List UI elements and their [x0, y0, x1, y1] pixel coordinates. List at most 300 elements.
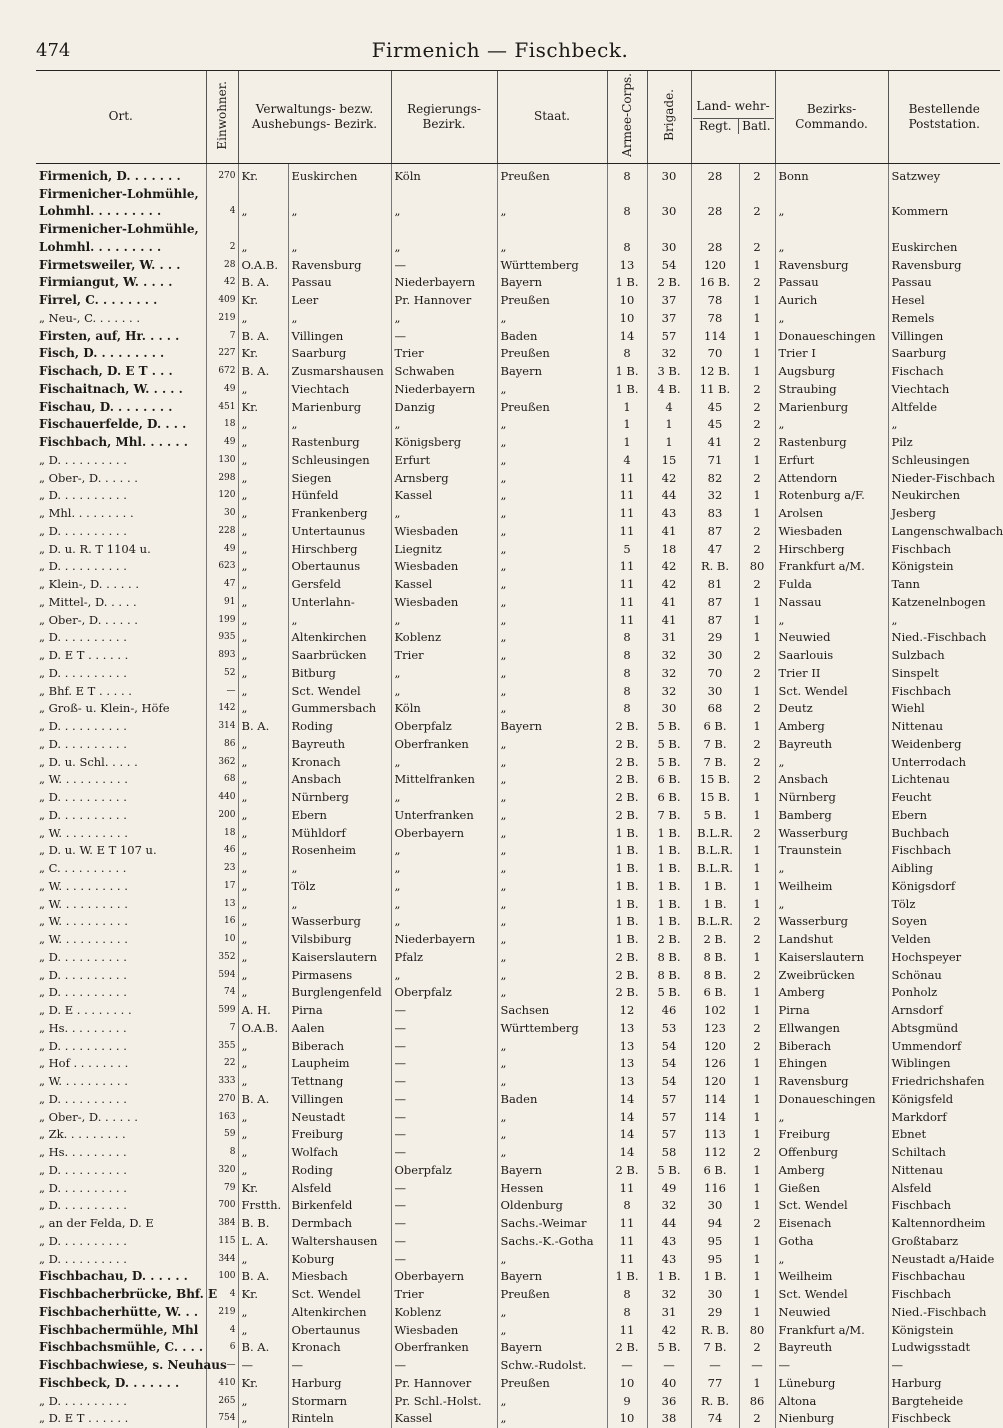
table-row [36, 1002, 1000, 1020]
verwaltung-type-cell: „ [238, 949, 288, 967]
bezirks-cell: Sct. Wendel [775, 683, 888, 701]
brigade-cell: 7 B. [647, 807, 691, 825]
regierung-cell: — [391, 1197, 497, 1215]
verwaltung-bezirk-cell: Rinteln [288, 1410, 391, 1428]
table-row [36, 665, 1000, 683]
einwohner-cell: 314 [206, 718, 238, 736]
verwaltung-bezirk-cell: Rosenheim [288, 842, 391, 860]
table-row [36, 505, 1000, 523]
einwohner-cell: 130 [206, 452, 238, 470]
einwohner-cell: 4 [206, 1286, 238, 1304]
ort-cell: „ D. . . . . . . . . . [39, 488, 127, 503]
bezirks-cell: Attendorn [775, 470, 888, 488]
brigade-cell: 58 [647, 1144, 691, 1162]
regierung-cell: „ [391, 665, 497, 683]
batl-cell: 2 [739, 967, 775, 985]
ort-cell: „ D. E T . . . . . . [39, 648, 129, 663]
regierung-cell: „ [391, 612, 497, 630]
brigade-cell: 1 B. [647, 913, 691, 931]
regt-cell: 8 B. [691, 949, 739, 967]
verwaltung-bezirk-cell: Koburg [288, 1251, 391, 1269]
post-cell: Ludwigsstadt [888, 1339, 1000, 1357]
regt-cell: 87 [691, 594, 739, 612]
regt-cell [691, 186, 739, 204]
verwaltung-type-cell: Kr. [238, 292, 288, 310]
page-title: Firmenich — Fischbeck. [371, 38, 629, 62]
verwaltung-type-cell: Kr. [238, 399, 288, 417]
verwaltung-type-cell: B. A. [238, 1268, 288, 1286]
header-verwaltung: Verwaltungs- bezw. Aushebungs- Bezirk. [238, 71, 391, 164]
brigade-cell: 31 [647, 1304, 691, 1322]
brigade-cell: 43 [647, 505, 691, 523]
verwaltung-bezirk-cell: „ [288, 310, 391, 328]
post-cell: Altfelde [888, 399, 1000, 417]
regierung-cell: — [391, 1055, 497, 1073]
staat-cell: „ [497, 683, 607, 701]
batl-cell: 1 [739, 789, 775, 807]
verwaltung-bezirk-cell: Saarburg [288, 345, 391, 363]
batl-cell: 2 [739, 399, 775, 417]
ort-cell: „ W. . . . . . . . . . [39, 772, 128, 787]
bezirks-cell: Ravensburg [775, 1073, 888, 1091]
regt-cell: 1 B. [691, 878, 739, 896]
regierung-cell: Trier [391, 647, 497, 665]
batl-cell: 2 [739, 163, 775, 185]
verwaltung-bezirk-cell: Euskirchen [288, 163, 391, 185]
brigade-cell: 1 B. [647, 878, 691, 896]
brigade-cell: 54 [647, 1038, 691, 1056]
einwohner-cell: 52 [206, 665, 238, 683]
ort-cell: „ D. . . . . . . . . . [39, 523, 127, 538]
batl-cell: 1 [739, 345, 775, 363]
staat-cell: Bayern [497, 1339, 607, 1357]
ort-cell: „ D. . . . . . . . . . [39, 1251, 127, 1266]
einwohner-cell [206, 221, 238, 239]
regierung-cell: — [391, 1091, 497, 1109]
brigade-cell: 8 B. [647, 949, 691, 967]
einwohner-cell: 4 [206, 1322, 238, 1340]
ort-cell: „ Bhf. E T . . . . . [39, 683, 132, 698]
regt-cell: 114 [691, 328, 739, 346]
staat-cell: „ [497, 931, 607, 949]
regt-cell: B.L.R. [691, 825, 739, 843]
einwohner-cell: 7 [206, 328, 238, 346]
regierung-cell: Kassel [391, 1410, 497, 1428]
ort-cell: Firmiangut, W. . . . . [39, 275, 173, 290]
table-row [36, 1233, 1000, 1251]
table-row [36, 416, 1000, 434]
post-cell: Villingen [888, 328, 1000, 346]
post-cell: Kaltennordheim [888, 1215, 1000, 1233]
armee-cell: 1 B. [607, 381, 647, 399]
table-row [36, 1162, 1000, 1180]
armee-cell: 13 [607, 1055, 647, 1073]
verwaltung-type-cell: O.A.B. [238, 257, 288, 275]
post-cell: Harburg [888, 1375, 1000, 1393]
verwaltung-type-cell: „ [238, 1304, 288, 1322]
staat-cell: „ [497, 736, 607, 754]
staat-cell: „ [497, 1251, 607, 1269]
armee-cell [607, 221, 647, 239]
brigade-cell: 54 [647, 257, 691, 275]
post-cell: Nieder-Fischbach [888, 470, 1000, 488]
brigade-cell: 30 [647, 239, 691, 257]
armee-cell: 10 [607, 1375, 647, 1393]
einwohner-cell: 451 [206, 399, 238, 417]
verwaltung-type-cell: B. A. [238, 1339, 288, 1357]
staat-cell: „ [497, 1038, 607, 1056]
einwohner-cell: 115 [206, 1233, 238, 1251]
ort-cell: Fischbacherhütte, W. . . [39, 1304, 199, 1319]
staat-cell: „ [497, 381, 607, 399]
batl-cell: 2 [739, 381, 775, 399]
einwohner-cell: 120 [206, 487, 238, 505]
regierung-cell: — [391, 1233, 497, 1251]
table-row [36, 1375, 1000, 1393]
einwohner-cell: 42 [206, 274, 238, 292]
table-row [36, 345, 1000, 363]
bezirks-cell: Traunstein [775, 842, 888, 860]
verwaltung-type-cell: „ [238, 771, 288, 789]
staat-cell: Hessen [497, 1180, 607, 1198]
regt-cell: 68 [691, 700, 739, 718]
bezirks-cell [775, 186, 888, 204]
regierung-cell: — [391, 1002, 497, 1020]
ort-cell: Firsten, auf, Hr. . . . . [39, 328, 180, 343]
verwaltung-type-cell: Frstth. [238, 1197, 288, 1215]
regt-cell: 45 [691, 399, 739, 417]
staat-cell: „ [497, 665, 607, 683]
regt-cell: 6 B. [691, 984, 739, 1002]
ort-cell: „ Hs. . . . . . . . . [39, 1020, 127, 1035]
regt-cell: 95 [691, 1233, 739, 1251]
batl-cell: 1 [739, 718, 775, 736]
verwaltung-type-cell: L. A. [238, 1233, 288, 1251]
staat-cell: Preußen [497, 399, 607, 417]
brigade-cell: 6 B. [647, 771, 691, 789]
page-number: 474 [36, 40, 71, 61]
regierung-cell: Pfalz [391, 949, 497, 967]
regierung-cell: — [391, 1020, 497, 1038]
brigade-cell: 30 [647, 700, 691, 718]
verwaltung-bezirk-cell: Biberach [288, 1038, 391, 1056]
regt-cell: 102 [691, 1002, 739, 1020]
regierung-cell: „ [391, 505, 497, 523]
bezirks-cell: „ [775, 612, 888, 630]
bezirks-cell: Donaueschingen [775, 328, 888, 346]
regt-cell: 5 B. [691, 807, 739, 825]
ort-cell: „ Hof . . . . . . . . [39, 1056, 129, 1071]
bezirks-cell: Donaueschingen [775, 1091, 888, 1109]
post-cell: Königsfeld [888, 1091, 1000, 1109]
staat-cell: „ [497, 1144, 607, 1162]
batl-cell: 1 [739, 629, 775, 647]
armee-cell: 14 [607, 1109, 647, 1127]
regt-cell: 1 B. [691, 1268, 739, 1286]
verwaltung-bezirk-cell: Villingen [288, 1091, 391, 1109]
regt-cell: 16 B. [691, 274, 739, 292]
table-row [36, 842, 1000, 860]
brigade-cell: 53 [647, 1020, 691, 1038]
einwohner-cell: 700 [206, 1197, 238, 1215]
einwohner-cell: 4 [206, 203, 238, 221]
einwohner-cell: 893 [206, 647, 238, 665]
brigade-cell: 32 [647, 1286, 691, 1304]
ort-cell: „ W. . . . . . . . . . [39, 896, 128, 911]
ort-cell: Fischbachau, D. . . . . . [39, 1269, 188, 1284]
verwaltung-bezirk-cell: Alsfeld [288, 1180, 391, 1198]
verwaltung-bezirk-cell: Saarbrücken [288, 647, 391, 665]
ort-cell: „ Hs. . . . . . . . . [39, 1145, 127, 1160]
brigade-cell: 43 [647, 1251, 691, 1269]
verwaltung-bezirk-cell: Harburg [288, 1375, 391, 1393]
verwaltung-bezirk-cell: Passau [288, 274, 391, 292]
regierung-cell: — [391, 1251, 497, 1269]
armee-cell: 9 [607, 1393, 647, 1411]
brigade-cell: 42 [647, 576, 691, 594]
batl-cell: 1 [739, 594, 775, 612]
batl-cell: 1 [739, 896, 775, 914]
batl-cell: 1 [739, 1304, 775, 1322]
bezirks-cell: Wasserburg [775, 825, 888, 843]
verwaltung-bezirk-cell: „ [288, 860, 391, 878]
table-row [36, 825, 1000, 843]
verwaltung-type-cell: „ [238, 1410, 288, 1428]
batl-cell: 1 [739, 487, 775, 505]
verwaltung-type-cell: „ [238, 878, 288, 896]
brigade-cell: 5 B. [647, 736, 691, 754]
bezirks-cell: Arolsen [775, 505, 888, 523]
regt-cell: 7 B. [691, 736, 739, 754]
staat-cell: „ [497, 434, 607, 452]
regierung-cell: Pr. Hannover [391, 1375, 497, 1393]
table-row [36, 683, 1000, 701]
table-row [36, 984, 1000, 1002]
regierung-cell: — [391, 1180, 497, 1198]
regt-cell: 28 [691, 203, 739, 221]
staat-cell: „ [497, 949, 607, 967]
regt-cell: 6 B. [691, 718, 739, 736]
regierung-cell: Niederbayern [391, 381, 497, 399]
verwaltung-type-cell: „ [238, 470, 288, 488]
staat-cell: „ [497, 1393, 607, 1411]
ort-cell: Lohmhl. . . . . . . . . [39, 239, 162, 254]
ort-cell: „ W. . . . . . . . . . [39, 914, 128, 929]
regt-cell: 78 [691, 292, 739, 310]
bezirks-cell: Amberg [775, 1162, 888, 1180]
regt-cell: 74 [691, 1410, 739, 1428]
regierung-cell: „ [391, 896, 497, 914]
post-cell: Abtsgmünd [888, 1020, 1000, 1038]
table-row [36, 1357, 1000, 1375]
regierung-cell: Liegnitz [391, 541, 497, 559]
batl-cell: 2 [739, 736, 775, 754]
post-cell: Hesel [888, 292, 1000, 310]
armee-cell: 8 [607, 239, 647, 257]
verwaltung-type-cell: „ [238, 629, 288, 647]
einwohner-cell: 86 [206, 736, 238, 754]
ort-cell: Fisch, D. . . . . . . . . [39, 346, 165, 361]
brigade-cell: 5 B. [647, 1162, 691, 1180]
armee-cell: 10 [607, 292, 647, 310]
regierung-cell: Wiesbaden [391, 1322, 497, 1340]
post-cell: Kommern [888, 203, 1000, 221]
table-row [36, 452, 1000, 470]
table-row [36, 1410, 1000, 1428]
batl-cell: 2 [739, 576, 775, 594]
staat-cell: Schw.-Rudolst. [497, 1357, 607, 1375]
regt-cell: R. B. [691, 1322, 739, 1340]
table-row [36, 878, 1000, 896]
ort-cell: „ W. . . . . . . . . . [39, 878, 128, 893]
staat-cell: Preußen [497, 1286, 607, 1304]
einwohner-cell: 91 [206, 594, 238, 612]
bezirks-cell: Hirschberg [775, 541, 888, 559]
regt-cell: 120 [691, 1073, 739, 1091]
verwaltung-bezirk-cell: Roding [288, 1162, 391, 1180]
armee-cell: 4 [607, 452, 647, 470]
regierung-cell: — [391, 1126, 497, 1144]
staat-cell: „ [497, 860, 607, 878]
regierung-cell: — [391, 1109, 497, 1127]
bezirks-cell: Zweibrücken [775, 967, 888, 985]
post-cell: Neustadt a/Haide [888, 1251, 1000, 1269]
verwaltung-bezirk-cell [288, 186, 391, 204]
ort-cell: Lohmhl. . . . . . . . . [39, 204, 162, 219]
brigade-cell [647, 186, 691, 204]
verwaltung-bezirk-cell: „ [288, 416, 391, 434]
bezirks-cell: Fulda [775, 576, 888, 594]
einwohner-cell: 30 [206, 505, 238, 523]
batl-cell: 2 [739, 754, 775, 772]
bezirks-cell: „ [775, 896, 888, 914]
armee-cell: 11 [607, 558, 647, 576]
bezirks-cell: „ [775, 310, 888, 328]
post-cell: Langenschwalbach [888, 523, 1000, 541]
regt-cell: 29 [691, 1304, 739, 1322]
regt-cell: B.L.R. [691, 860, 739, 878]
staat-cell: Preußen [497, 1375, 607, 1393]
ort-cell: „ Groß- u. Klein-, Höfe [39, 701, 170, 716]
armee-cell: 13 [607, 257, 647, 275]
ort-cell: „ D. . . . . . . . . . [39, 736, 127, 751]
regt-cell: 28 [691, 239, 739, 257]
ort-cell: „ D. . . . . . . . . . [39, 630, 127, 645]
ort-cell: „ D. . . . . . . . . . [39, 790, 127, 805]
staat-cell: „ [497, 1304, 607, 1322]
bezirks-cell: Erfurt [775, 452, 888, 470]
table-row [36, 558, 1000, 576]
regierung-cell: Pr. Schl.-Holst. [391, 1393, 497, 1411]
verwaltung-bezirk-cell: Leer [288, 292, 391, 310]
regierung-cell: — [391, 257, 497, 275]
verwaltung-type-cell: „ [238, 896, 288, 914]
batl-cell: 2 [739, 700, 775, 718]
verwaltung-bezirk-cell: Viechtach [288, 381, 391, 399]
verwaltung-bezirk-cell [288, 221, 391, 239]
ort-cell: Fischaitnach, W. . . . . [39, 381, 183, 396]
verwaltung-bezirk-cell: Ravensburg [288, 257, 391, 275]
post-cell: Feucht [888, 789, 1000, 807]
verwaltung-bezirk-cell: Tölz [288, 878, 391, 896]
ort-cell: „ Klein-, D. . . . . . [39, 577, 139, 592]
armee-cell: — [607, 1357, 647, 1375]
regierung-cell: Köln [391, 700, 497, 718]
verwaltung-type-cell: „ [238, 825, 288, 843]
regierung-cell: Trier [391, 1286, 497, 1304]
regierung-cell: Köln [391, 163, 497, 185]
batl-cell: 1 [739, 1197, 775, 1215]
verwaltung-bezirk-cell: Ebern [288, 807, 391, 825]
table-row [36, 1091, 1000, 1109]
einwohner-cell: 49 [206, 434, 238, 452]
bezirks-cell: Bayreuth [775, 736, 888, 754]
regierung-cell: „ [391, 913, 497, 931]
verwaltung-type-cell: „ [238, 558, 288, 576]
brigade-cell: 43 [647, 1233, 691, 1251]
regt-cell: 30 [691, 647, 739, 665]
bezirks-cell: Biberach [775, 1038, 888, 1056]
verwaltung-bezirk-cell: „ [288, 203, 391, 221]
ort-cell: „ an der Felda, D. E [39, 1216, 154, 1231]
staat-cell: „ [497, 896, 607, 914]
batl-cell: 1 [739, 1126, 775, 1144]
armee-cell: 1 B. [607, 913, 647, 931]
verwaltung-bezirk-cell: Frankenberg [288, 505, 391, 523]
verwaltung-type-cell: „ [238, 594, 288, 612]
einwohner-cell: 10 [206, 931, 238, 949]
verwaltung-bezirk-cell: Kronach [288, 1339, 391, 1357]
batl-cell: 1 [739, 310, 775, 328]
einwohner-cell: 100 [206, 1268, 238, 1286]
regt-cell: 7 B. [691, 754, 739, 772]
armee-cell: 11 [607, 594, 647, 612]
armee-cell: 13 [607, 1020, 647, 1038]
post-cell: Fischbeck [888, 1410, 1000, 1428]
einwohner-cell: 7 [206, 1020, 238, 1038]
post-cell: Satzwey [888, 163, 1000, 185]
ort-cell: „ D. . . . . . . . . . [39, 807, 127, 822]
regt-cell: 47 [691, 541, 739, 559]
verwaltung-bezirk-cell: Bayreuth [288, 736, 391, 754]
staat-cell: „ [497, 203, 607, 221]
brigade-cell: 38 [647, 1410, 691, 1428]
regt-cell: 112 [691, 1144, 739, 1162]
ort-cell: „ D. E T . . . . . . [39, 1411, 129, 1426]
verwaltung-bezirk-cell: Gummersbach [288, 700, 391, 718]
verwaltung-type-cell: B. A. [238, 363, 288, 381]
table-row [36, 487, 1000, 505]
table-body [36, 163, 1003, 1428]
verwaltung-type-cell: „ [238, 807, 288, 825]
verwaltung-bezirk-cell: Ansbach [288, 771, 391, 789]
table-row [36, 274, 1000, 292]
verwaltung-type-cell: „ [238, 1126, 288, 1144]
regierung-cell [391, 221, 497, 239]
einwohner-cell: 270 [206, 163, 238, 185]
armee-cell: 11 [607, 612, 647, 630]
bezirks-cell: Bayreuth [775, 1339, 888, 1357]
einwohner-cell: 228 [206, 523, 238, 541]
post-cell: Hochspeyer [888, 949, 1000, 967]
header-batl: Batl. [742, 119, 771, 134]
batl-cell: 80 [739, 558, 775, 576]
table-row [36, 186, 1000, 204]
ort-cell: „ Ober-, D. . . . . . [39, 612, 138, 627]
brigade-cell: 41 [647, 594, 691, 612]
verwaltung-type-cell: „ [238, 1109, 288, 1127]
armee-cell: 2 B. [607, 807, 647, 825]
